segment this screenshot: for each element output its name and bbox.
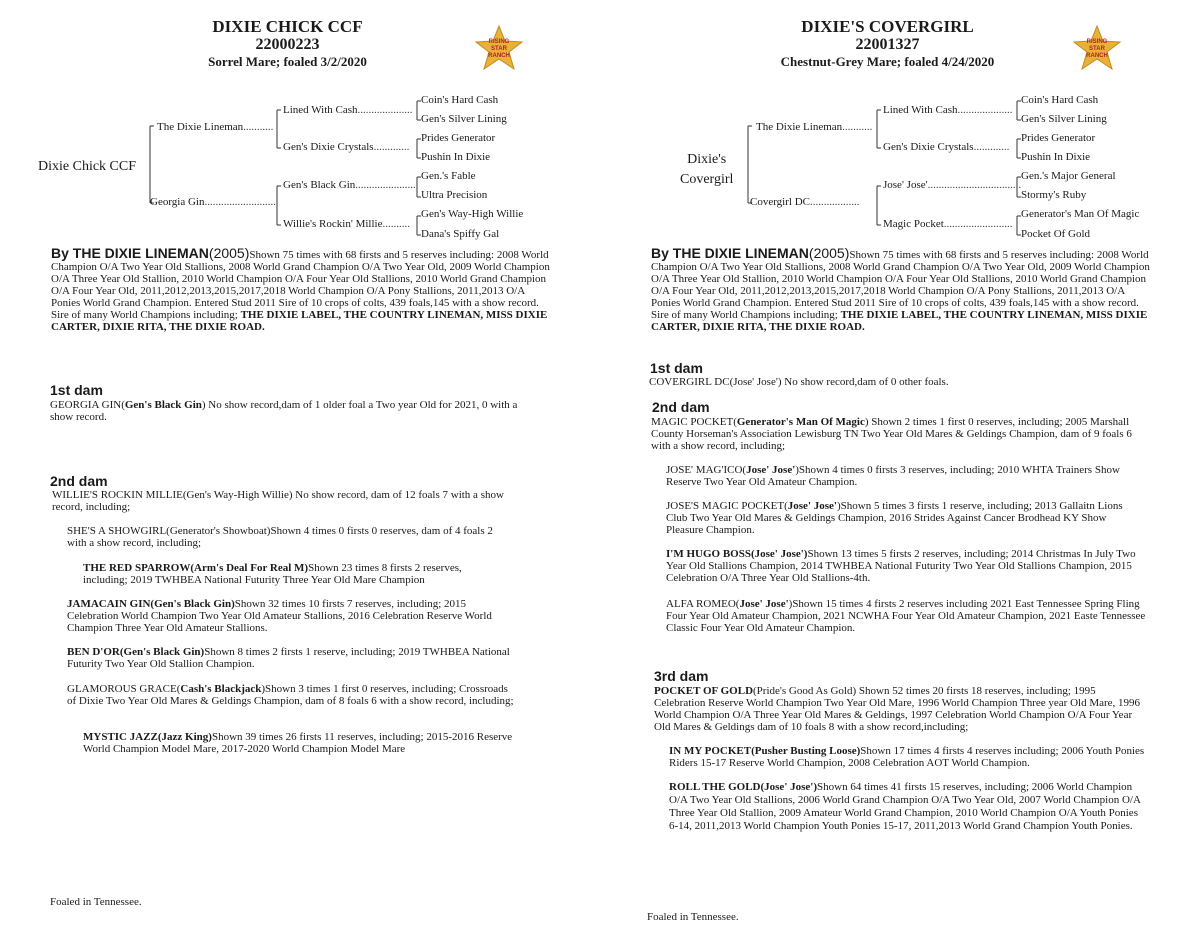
produce-roll-the-gold: ROLL THE GOLD(Jose' Jose')Shown 64 times 41 firsts 15 reserves, including; 2006 World Champion O/A Two Year Old Stallions, 2006 World Grand Champion O/A Two Year Old, 2007 World Champion O/A Three Year Old Stallion, 2009 Amateur World Grand Champion, 2010 World Champion O/A Youth Ponies 6-14, 2011,2013 World Champion Youth Ponies 15-17, 2011,2013 World Grand Champion Youth Ponies. [669,781,1141,832]
pedigree-sire: The Dixie Lineman........... [756,121,873,133]
pedigree-sire-sire: Lined With Cash.................... [283,104,413,116]
pedigree-dsd: Ultra Precision [421,189,488,201]
registration-number: 22000223 [255,36,320,53]
first-dam-text: GEORGIA GIN(Gen's Black Gin) No show record,dam of 1 older foal a Two year Old for 2021, 0 with a show record. [50,399,518,423]
first-dam-heading: 1st dam [650,360,703,376]
right-pedigree-page [600,0,1200,927]
pedigree-ssd: Gen's Silver Lining [1021,113,1107,125]
pedigree-sire-dam: Gen's Dixie Crystals............. [883,141,1010,153]
produce-glamorous-grace: GLAMOROUS GRACE(Cash's Blackjack)Shown 3 times 1 first 0 reserves, including; Crossroads of Dixie Two Year Old Mares & Geldings Champion, dam of 8 foals 6 with a show record, including; [67,683,514,707]
sire-paragraph: By THE DIXIE LINEMAN(2005)Shown 75 times with 68 firsts and 5 reserves including: 2008 World Champion O/A Two Year Old Stallions, 2008 World Grand Champion O/A Two Year Old, 2009 World Champion O/A Three Year Old Stallion, 2010 World Champion O/A Four Year Old Stallions, 2010 World Grand Champion O/A Four Year Old, 2011,2012,2013,2015,2017,2018 World Champion O/A Pony Stallions, 2011,2013 O/A Ponies World Grand Champion. Entered Stud 2011 Sire of 10 crops of colts, 439 foals,145 with a show record. Sire of many World Champions including; THE DIXIE LABEL, THE COUNTRY LINEMAN, MISS DIXIE CARTER, DIXIE RITA, THE DIXIE ROAD. [51,245,550,333]
pedigree-sdd: Pushin In Dixie [1021,151,1091,163]
pedigree-dam-sire: Gen's Black Gin...................... [283,179,416,191]
pedigree-sss: Coin's Hard Cash [421,94,499,106]
svg-text:RISING: RISING [1086,39,1108,45]
foaled-location: Foaled in Tennessee. [50,896,142,908]
produce-ben-dor: BEN D'OR(Gen's Black Gin)Shown 8 times 2 firsts 1 reserve, including; 2019 TWHBEA National Futurity Two Year Old Stallion Champion. [67,646,510,670]
horse-description: Chestnut-Grey Mare; foaled 4/24/2020 [780,54,995,69]
pedigree-dam-dam: Willie's Rockin' Millie.......... [283,218,410,230]
pedigree-dam: Covergirl DC.................. [750,196,860,208]
produce-jose-magico: JOSE' MAG'ICO(Jose' Jose')Shown 4 times 0 firsts 3 reserves, including; 2010 WHTA Trainers Show Reserve Two Year Old Amateur Champion. [666,464,1120,488]
produce-showgirl: SHE'S A SHOWGIRL(Generator's Showboat)Shown 4 times 0 firsts 0 reserves, dam of 4 foals 2 with a show record, including; [67,525,493,549]
pedigree-root: Dixie Chick CCF [38,159,137,174]
second-dam-text: MAGIC POCKET(Generator's Man Of Magic) Shown 2 times 1 first 0 reserves, including; 2005 Marshall County Horseman's Association Lewisburg TN Two Year Old Mares & Geldings Champion, dam of 9 foals 6 with a show record, including; [651,416,1132,452]
first-dam-heading: 1st dam [50,382,103,398]
svg-text:RANCH: RANCH [1086,53,1108,59]
second-dam-text: WILLIE'S ROCKIN MILLIE(Gen's Way-High Willie) No show record, dam of 12 foals 7 with a show record, including; [52,489,504,513]
pedigree-sds: Prides Generator [1021,132,1096,144]
svg-text:RANCH: RANCH [488,53,510,59]
pedigree-dam-dam: Magic Pocket......................... [883,218,1013,230]
pedigree-dam-sire: Jose' Jose'.................................. [883,179,1022,191]
pedigree-dsd: Stormy's Ruby [1021,189,1087,201]
second-dam-heading: 2nd dam [50,473,108,489]
pedigree-dss: Gen.'s Fable [421,170,476,182]
pedigree-sds: Prides Generator [421,132,496,144]
pedigree-chart [0,0,600,250]
pedigree-ddd: Dana's Spiffy Gal [421,228,500,240]
svg-text:RISING: RISING [488,39,510,45]
svg-text:STAR: STAR [1089,46,1105,52]
pedigree-dam: Georgia Gin.......................... [150,196,276,208]
pedigree-sdd: Pushin In Dixie [421,151,491,163]
produce-mystic-jazz: MYSTIC JAZZ(Jazz King)Shown 39 times 26 firsts 11 reserves, including; 2015-2016 Reserve World Champion Model Mare, 2017-2020 World Champion Model Mare [83,731,513,755]
pedigree-sire: The Dixie Lineman........... [157,121,274,133]
produce-im-hugo-boss: I'M HUGO BOSS(Jose' Jose')Shown 13 times 5 firsts 2 reserves, including; 2014 Christmas In July Two Year Old Stallions Champion, 2014 TWHBEA National Futurity Two Year Old Stallions Champion, 2015 Celebration O/A Three Year Old Stallions-4th. [666,548,1136,584]
third-dam-text: POCKET OF GOLD(Pride's Good As Gold) Shown 52 times 20 firsts 18 reserves, including; 1995 Celebration Reserve World Champion Two Year Old Mare, 1996 World Champion Three year Old Mare, 1996 World Champion O/A Three Year Old Mares & Geldings, 1997 Celebration World Champion O/A Four Year Old Mares & Geldings dam of 10 foals 8 with a show record,including; [654,685,1141,733]
produce-jamacain-gin: JAMACAIN GIN(Gen's Black Gin)Shown 32 times 10 firsts 7 reserves, including; 2015 Celebration World Champion Two Year Old Amateur Stallions, 2016 Celebration Reserve World Champion Three Year Old Amateur Stallions. [67,598,492,634]
pedigree-dss: Gen.'s Major General [1021,170,1116,182]
pedigree-dds: Gen's Way-High Willie [421,208,524,220]
horse-name: DIXIE'S COVERGIRL [801,17,974,36]
pedigree-sss: Coin's Hard Cash [1021,94,1099,106]
pedigree-sire-dam: Gen's Dixie Crystals............. [283,141,410,153]
foaled-location: Foaled in Tennessee. [647,911,739,923]
third-dam-heading: 3rd dam [654,668,709,684]
pedigree-sire-sire: Lined With Cash.................... [883,104,1013,116]
registration-number: 22001327 [855,36,920,53]
second-dam-heading: 2nd dam [652,399,710,415]
produce-red-sparrow: THE RED SPARROW(Arm's Deal For Real M)Shown 23 times 8 firsts 2 reserves, including; 2019 TWHBEA National Futurity Three Year Old Mare Champion [83,562,462,586]
produce-joses-magic-pocket: JOSE'S MAGIC POCKET(Jose' Jose')Shown 5 times 3 firsts 1 reserve, including; 2013 Gallaitn Lions Club Two Year Old Mares & Geldings Champion, 2016 Strides Against Cancer Brodhead KY Show Pleasure Champion. [666,500,1123,536]
produce-in-my-pocket: IN MY POCKET(Pusher Busting Loose)Shown 17 times 4 firsts 4 reserves including; 2006 Youth Ponies Riders 15-17 Reserve World Champion, 2008 Celebration AOT World Champion. [669,745,1145,769]
pedigree-ddd: Pocket Of Gold [1021,228,1091,240]
horse-name: DIXIE CHICK CCF [212,17,363,36]
sire-paragraph: By THE DIXIE LINEMAN(2005)Shown 75 times with 68 firsts and 5 reserves including: 2008 World Champion O/A Two Year Old Stallions, 2008 World Grand Champion O/A Two Year Old, 2009 World Champion O/A Three Year Old Stallion, 2010 World Champion O/A Four Year Old Stallions, 2010 World Grand Champion O/A Four Year Old, 2011,2012,2013,2015,2017,2018 World Champion O/A Pony Stallions, 2011,2013 O/A Ponies World Grand Champion. Entered Stud 2011 Sire of 10 crops of colts, 439 foals,145 with a show record. Sire of many World Champions including; THE DIXIE LABEL, THE COUNTRY LINEMAN, MISS DIXIE CARTER, DIXIE RITA, THE DIXIE ROAD. [651,245,1150,333]
produce-alfa-romeo: ALFA ROMEO(Jose' Jose')Shown 15 times 4 firsts 2 reserves including 2021 East Tennessee Spring Fling Four Year Old Amateur Champion, 2021 NCWHA Four Year Old Amateur Champion, 2021 Easte Tennessee Classic Four Year Old Amateur Champion. [666,598,1146,634]
pedigree-ssd: Gen's Silver Lining [421,113,507,125]
first-dam-text: COVERGIRL DC(Jose' Jose') No show record,dam of 0 other foals. [649,376,949,388]
svg-text:STAR: STAR [491,46,507,52]
pedigree-root: Dixie's Covergirl [680,152,734,187]
horse-description: Sorrel Mare; foaled 3/2/2020 [208,54,367,69]
pedigree-chart [600,0,1200,250]
pedigree-dds: Generator's Man Of Magic [1021,208,1140,220]
